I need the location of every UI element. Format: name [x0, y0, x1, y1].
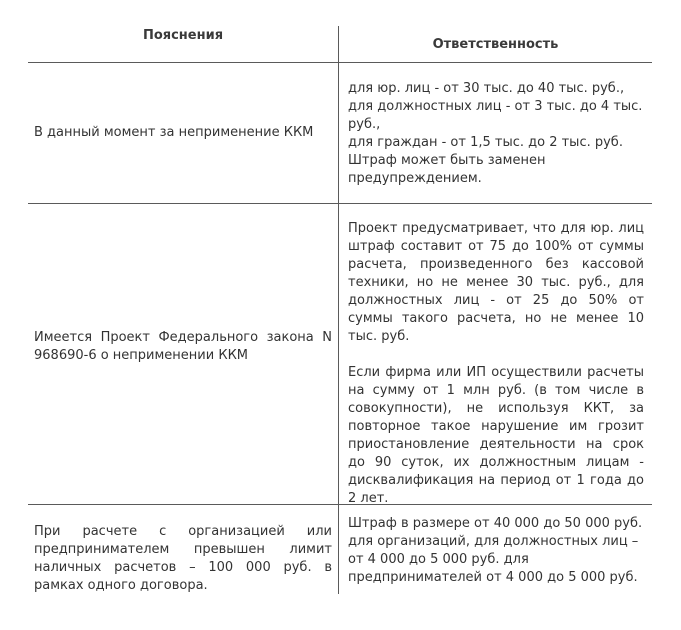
row1-responsibility [348, 80, 650, 188]
row2-paragraph: Проект предусматривает, что для юр. лиц штраф составит от 75 до 100% от суммы расчета, произведенного без кассовой техники, но не менее 30 тыс. руб., для должностных лиц - от 25 до 50% от суммы такого расчета, но не менее 10 тыс. руб. [348, 221, 644, 344]
row3-explanation: При расчете с организацией или предпринимателем превышен лимит наличных расчетов – 100 000 руб. в рамках одного договора. [34, 524, 332, 593]
row2-explanation: Имеется Проект Федерального закона N 968690-6 о неприменении ККМ [34, 330, 332, 363]
row1-line: для граждан - от 1,5 тыс. до 2 тыс. руб. [348, 135, 623, 150]
row2-paragraph: Если фирма или ИП осуществили расчеты на сумму от 1 млн руб. (в том числе в совокупности), не используя ККТ, за повторное такое нарушение им грозит приостановление деятельности на срок до 90 суток, их должностным лицам - дисквалификация на период от 1 года до 2 лет. [348, 365, 644, 506]
column-divider [338, 26, 339, 594]
row3-paragraph: Штраф в размере от 40 000 до 50 000 руб. для организаций, для должностных лиц – от 4 000 до 5 000 руб. для предпринимателей от 4 000 до 5 000 руб. [348, 516, 643, 585]
header-responsibility: Ответственность [432, 37, 559, 52]
row1-line: для должностных лиц - от 3 тыс. до 4 тыс. руб., [348, 99, 643, 132]
row2-responsibility [348, 220, 644, 508]
row-divider [28, 203, 652, 204]
row3-responsibility [348, 515, 648, 587]
row-divider [28, 62, 652, 63]
row1-line: для юр. лиц - от 30 тыс. до 40 тыс. руб., [348, 81, 625, 96]
row1-explanation: В данный момент за неприменение ККМ [34, 125, 314, 140]
row1-line: Штраф может быть заменен предупреждением. [348, 153, 546, 186]
header-explanations: Пояснения [142, 28, 224, 43]
penalties-table [28, 26, 652, 594]
